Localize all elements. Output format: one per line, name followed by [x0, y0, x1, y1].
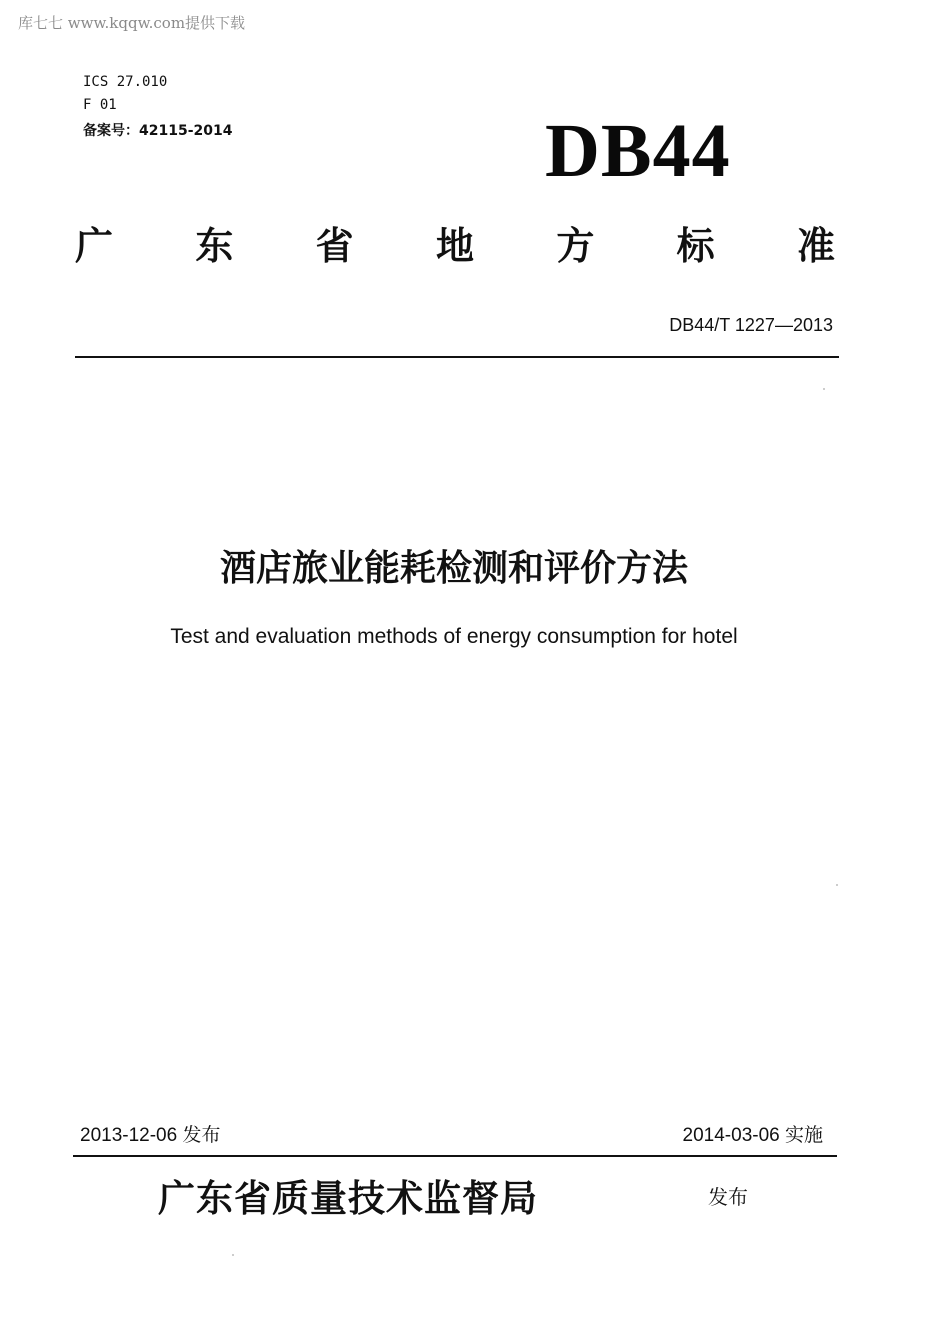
document-title-english: Test and evaluation methods of energy consumption for hotel — [170, 625, 738, 648]
scan-speck — [836, 884, 838, 886]
issuing-authority: 广东省质量技术监督局 — [158, 1176, 538, 1220]
standard-title-char: 准 — [796, 224, 835, 268]
standard-number: DB44/T 1227—2013 — [669, 315, 833, 335]
filing-number: 备案号：42115-2014 — [83, 123, 233, 139]
category-code: F 01 — [83, 97, 117, 113]
db44-logo: DB44 — [545, 109, 731, 193]
standard-title-char: 广 — [75, 224, 114, 268]
scan-speck — [232, 1254, 234, 1256]
implementation-date: 2014-03-06 实施 — [682, 1125, 823, 1146]
top-divider — [75, 356, 839, 358]
ics-code: ICS 27.010 — [83, 74, 168, 90]
scan-speck — [823, 388, 825, 390]
issuing-authority-suffix: 发布 — [708, 1185, 748, 1209]
issue-date: 2013-12-06 发布 — [80, 1125, 221, 1146]
standard-title-char: 地 — [435, 224, 474, 268]
standard-title-char: 省 — [315, 224, 354, 268]
standard-title-char: 东 — [195, 224, 234, 268]
watermark-text: 库七七 www.kqqw.com提供下载 — [18, 14, 246, 32]
bottom-divider — [73, 1155, 837, 1157]
standard-title-char: 方 — [556, 224, 595, 268]
document-title-chinese: 酒店旅业能耗检测和评价方法 — [219, 548, 688, 589]
standard-title-char: 标 — [676, 224, 715, 268]
standard-type-title — [75, 215, 835, 270]
